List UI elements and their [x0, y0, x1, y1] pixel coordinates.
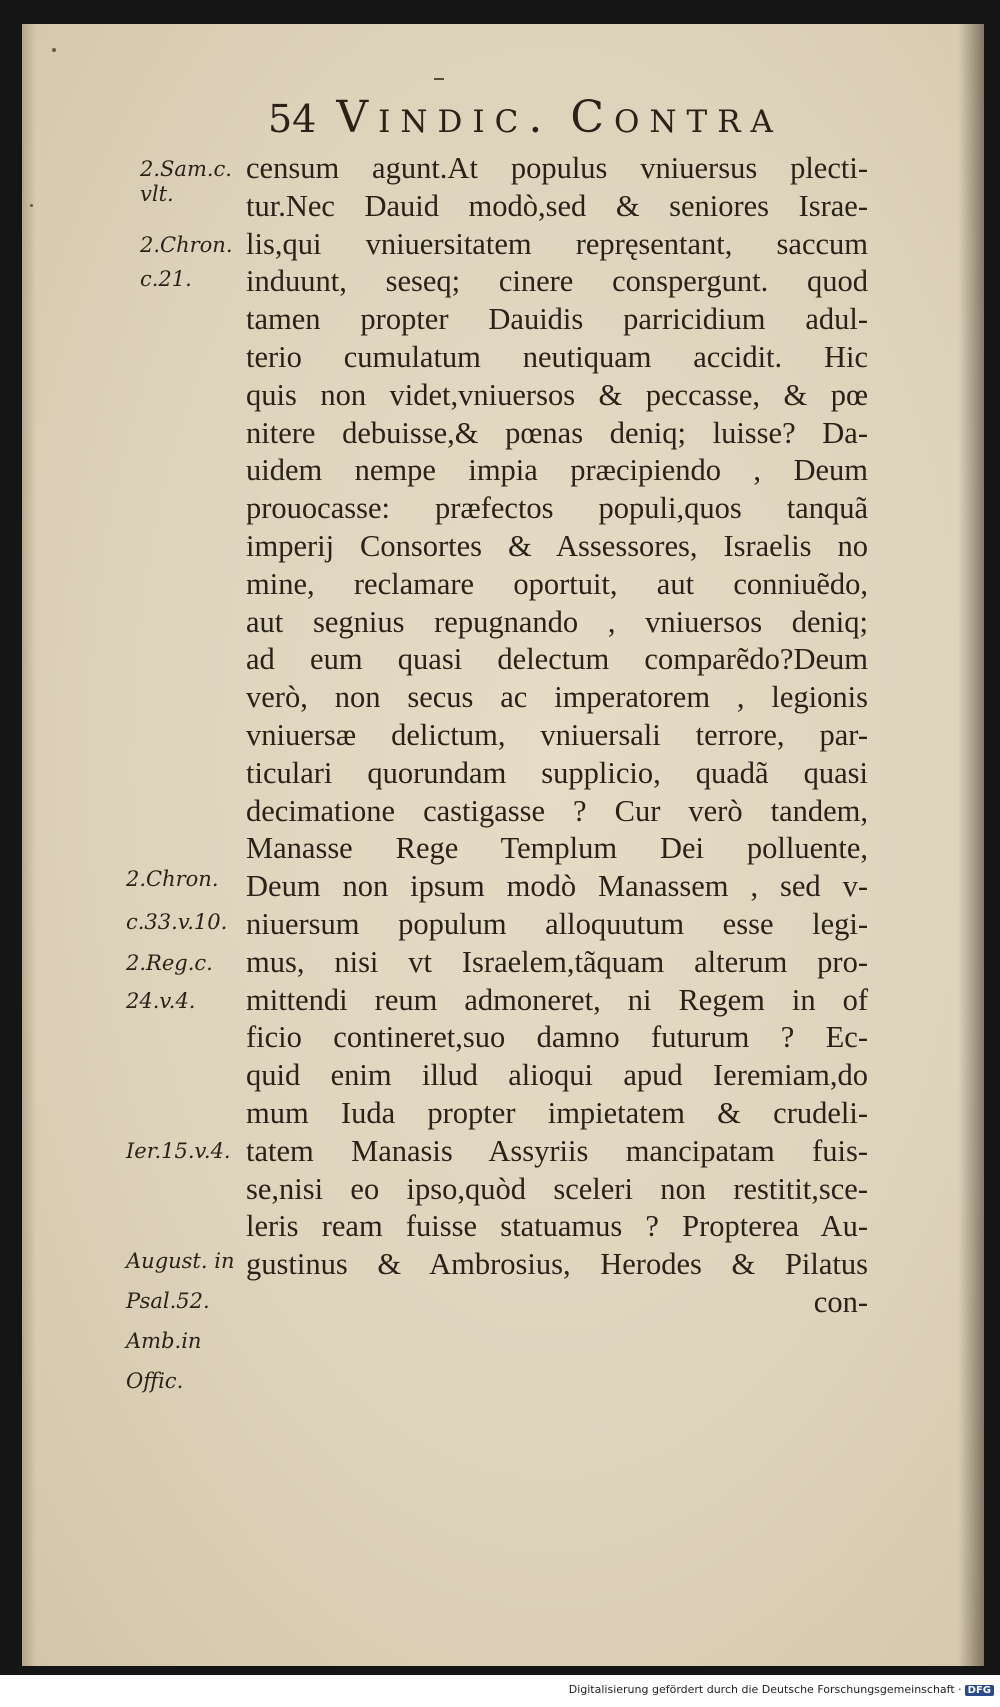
footer-credit [569, 1683, 994, 1696]
margin-note: 2.Reg.c. [126, 951, 213, 975]
running-head-word: Contra [570, 92, 783, 143]
margin-note: Psal.52. [126, 1289, 210, 1313]
margin-note: c.21. [140, 267, 192, 291]
text-line: uidem nempe impia præcipiendo , Deum [246, 453, 868, 488]
footer-credit-text: Digitalisierung gefördert durch die Deutsche Forschungsgemeinschaft · [568, 1683, 962, 1696]
head-ornament-dash [434, 78, 444, 80]
margin-note: Ier.15.v.4. [126, 1139, 231, 1163]
text-line: terio cumulatum neutiquam accidit. Hic [246, 339, 868, 374]
text-line: tur.Nec Dauid modò,sed & seniores Israe- [246, 188, 868, 223]
text-line: mine, reclamare oportuit, aut conniuẽdo, [246, 566, 868, 601]
text-line: verò, non secus ac imperatorem , legionis [246, 680, 868, 715]
paper-speck [52, 48, 56, 52]
text-line: mus, nisi vt Israelem,tãquam alterum pro- [246, 944, 868, 979]
text-line: tamen propter Dauidis parricidium adul- [246, 302, 868, 337]
text-line: lis,qui vniuersitatem repręsentant, saccum [246, 226, 868, 261]
text-line: imperij Consortes & Assessores, Israelis no [246, 528, 868, 563]
text-line: leris ream fuisse statuamus ? Propterea Au- [246, 1209, 868, 1244]
text-line: mum Iuda propter impietatem & crudeli- [246, 1095, 868, 1130]
text-line: Manasse Rege Templum Dei polluente, [246, 831, 868, 866]
text-line: induunt, seseq; cinere conspergunt. quod [246, 264, 868, 299]
running-head [268, 92, 783, 143]
text-line: ficio contineret,suo damno futurum ? Ec- [246, 1020, 868, 1055]
page-number: 54 [268, 97, 317, 141]
catchword: con- [813, 1284, 868, 1319]
margin-note: Amb.in [126, 1329, 202, 1353]
text-line: quis non videt,vniuersos & peccasse, & pœ [246, 377, 868, 412]
text-line: tatem Manasis Assyriis mancipatam fuis- [246, 1133, 868, 1168]
margin-note: 24.v.4. [126, 989, 196, 1013]
text-line: prouocasse: præfectos populi,quos tanquã [246, 491, 868, 526]
text-line: mittendi reum admoneret, ni Regem in of [246, 982, 868, 1017]
text-line: niuersum populum alloquutum esse legi- [246, 906, 868, 941]
margin-note: c.33.v.10. [126, 910, 228, 934]
page-shadow [22, 24, 36, 1666]
dfg-logo: DFG [965, 1685, 994, 1696]
text-line: gustinus & Ambrosius, Herodes & Pilatus [246, 1247, 868, 1282]
margin-note: 2.Chron. [140, 233, 233, 257]
paper-speck [30, 204, 33, 207]
margin-note: 2.Sam.c. [140, 157, 232, 181]
text-line: nitere debuisse,& pœnas deniq; luisse? Da- [246, 415, 868, 450]
text-line: quid enim illud alioqui apud Ieremiam,do [246, 1058, 868, 1093]
text-line: censum agunt.At populus vniuersus plecti- [246, 151, 868, 185]
text-line: Deum non ipsum modò Manassem , sed v- [246, 869, 868, 904]
text-line: ad eum quasi delectum comparẽdo?Deum [246, 642, 868, 677]
text-line: ticulari quorundam supplicio, quadã quasi [246, 755, 868, 790]
margin-note: 2.Chron. [126, 867, 219, 891]
margin-note: Offic. [126, 1369, 184, 1393]
page-fold-shadow [958, 24, 984, 1666]
text-line: vniuersæ delictum, vniuersali terrore, par- [246, 717, 868, 752]
text-line: se,nisi eo ipso,quòd sceleri non restitit,sce- [246, 1171, 868, 1206]
margin-note: vlt. [140, 182, 174, 206]
margin-note: August. in [126, 1249, 235, 1273]
text-line: decimatione castigasse ? Cur verò tandem, [246, 793, 868, 828]
body-text [246, 150, 868, 1322]
text-line: aut segnius repugnando , vniuersos deniq; [246, 604, 868, 639]
running-head-word: Vindic. [336, 92, 553, 143]
